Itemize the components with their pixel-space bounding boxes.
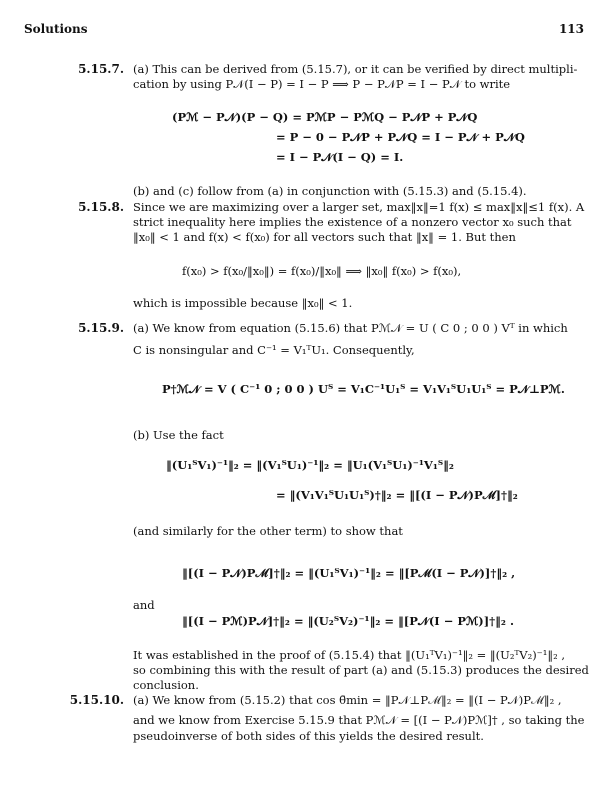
page-number: 113	[558, 22, 584, 36]
text-line: (a) This can be derived from (5.15.7), or it can be verified by direct multipli-	[133, 62, 578, 76]
text-line: (b) Use the fact	[133, 428, 224, 442]
text-line: (b) and (c) follow from (a) in conjunction with (5.15.3) and (5.15.4).	[133, 184, 527, 198]
equation-line: f(x₀) > f(x₀/‖x₀‖) = f(x₀)/‖x₀‖ ⟹ ‖x₀‖ f(x₀) > f(x₀),	[182, 264, 462, 278]
text-line: C is nonsingular and C⁻¹ = V₁ᵀU₁. Consequently,	[133, 343, 415, 357]
text-line: conclusion.	[133, 678, 199, 692]
equation-line: ‖[(I − P𝒩)Pℳ]†‖₂ = ‖(U₁ᵀV₁)⁻¹‖₂ = ‖[Pℳ(I − P𝒩)]†‖₂ ,	[182, 566, 516, 580]
text-line: and	[133, 598, 155, 612]
text-line: ‖x₀‖ < 1 and f(x) < f(x₀) for all vectors such that ‖x‖ = 1. But then	[133, 230, 516, 244]
solution-number-5-15-7: 5.15.7.	[78, 62, 124, 76]
text-line: (and similarly for the other term) to show that	[133, 524, 403, 538]
solution-number-5-15-8: 5.15.8.	[78, 200, 124, 214]
text-line: (a) We know from equation (5.15.6) that Pℳ𝒩 = U ( C 0 ; 0 0 ) Vᵀ in which	[133, 321, 568, 335]
text-line: cation by using P𝒩(I − P) = I − P ⟹ P − P𝒩P = I − P𝒩 to write	[133, 77, 511, 91]
equation-line: (Pℳ − P𝒩)(P − Q) = PℳP − PℳQ − P𝒩P + P𝒩Q	[172, 110, 478, 124]
text-line: It was established in the proof of (5.15.4) that ‖(U₁ᵀV₁)⁻¹‖₂ = ‖(U₂ᵀV₂)⁻¹‖₂ ,	[133, 648, 566, 662]
running-header-title: Solutions	[24, 22, 88, 36]
text-line: so combining this with the result of part (a) and (5.15.3) produces the desired	[133, 663, 589, 677]
equation-line: = I − P𝒩(I − Q) = I.	[276, 150, 404, 164]
text-line: strict inequality here implies the existence of a nonzero vector x₀ such that	[133, 215, 572, 229]
text-line: which is impossible because ‖x₀‖ < 1.	[133, 296, 353, 310]
text-line: and we know from Exercise 5.15.9 that Pℳ𝒩 = [(I − P𝒩)Pℳ]† , so taking the	[133, 713, 585, 727]
equation-line: = P − 0 − P𝒩P + P𝒩Q = I − P𝒩 + P𝒩Q	[276, 130, 525, 144]
solution-number-5-15-10: 5.15.10.	[69, 693, 124, 707]
solution-number-5-15-9: 5.15.9.	[78, 321, 124, 335]
text-line: (a) We know from (5.15.2) that cos θ̄min = ‖P𝒩⊥Pℳ‖₂ = ‖(I − P𝒩)Pℳ‖₂ ,	[133, 693, 562, 707]
text-line: Since we are maximizing over a larger set, max‖x‖=1 f(x) ≤ max‖x‖≤1 f(x). A	[133, 200, 585, 214]
text-line: pseudoinverse of both sides of this yields the desired result.	[133, 729, 484, 743]
equation-line: ‖(U₁ᵀV₁)⁻¹‖₂ = ‖(V₁ᵀU₁)⁻¹‖₂ = ‖U₁(V₁ᵀU₁)⁻¹V₁ᵀ‖₂	[166, 458, 454, 472]
equation-line: ‖[(I − Pℳ)P𝒩]†‖₂ = ‖(U₂ᵀV₂)⁻¹‖₂ = ‖[P𝒩(I − Pℳ)]†‖₂ .	[182, 614, 514, 628]
equation-line: = ‖(V₁V₁ᵀU₁U₁ᵀ)†‖₂ = ‖[(I − P𝒩)Pℳ]†‖₂	[276, 488, 518, 502]
equation-line: P†ℳ𝒩 = V ( C⁻¹ 0 ; 0 0 ) Uᵀ = V₁C⁻¹U₁ᵀ = V₁V₁ᵀU₁U₁ᵀ = P𝒩⊥Pℳ.	[162, 382, 565, 396]
